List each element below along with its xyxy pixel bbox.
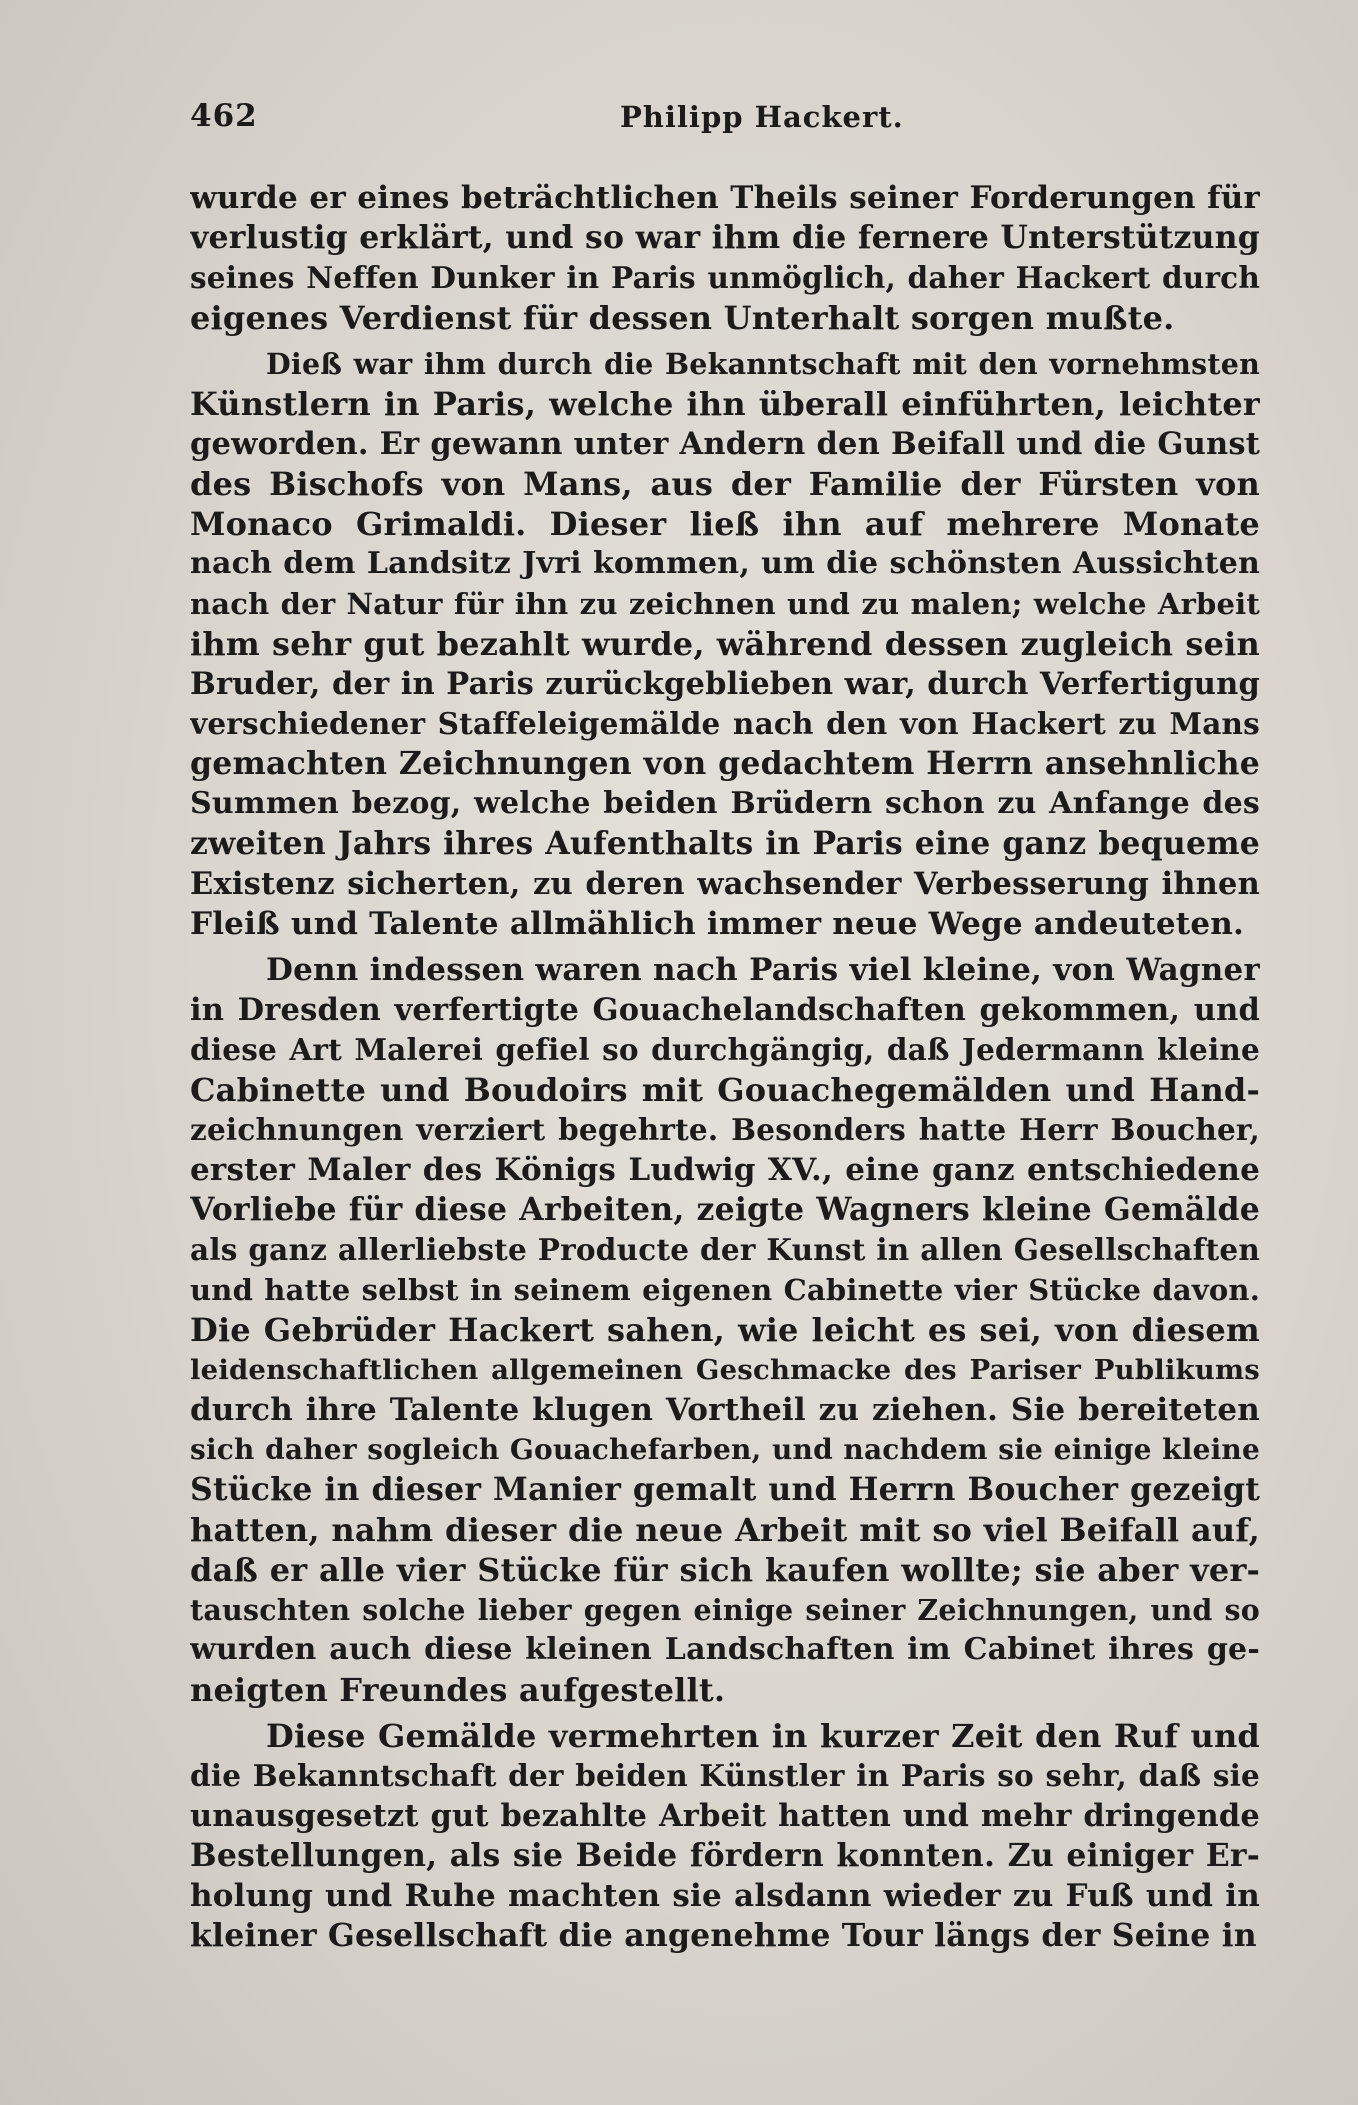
text-line: Denn indessen waren nach Paris viel kleine, von Wagner [266, 952, 1260, 988]
text-line: nach der Natur für ihn zu zeichnen und zu malen; welche Arbeit [190, 587, 1260, 621]
text-line: seines Neffen Dunker in Paris unmöglich, daher Hackert durch [190, 260, 1260, 295]
text-line: nach dem Landsitz Jvri kommen, um die schönsten Aussichten [190, 546, 1260, 581]
text-line: unausgesetzt gut bezahlte Arbeit hatten und mehr dringende [190, 1798, 1260, 1834]
text-line: sich daher sogleich Gouachefarben, und nachdem sie einige kleine [190, 1433, 1260, 1466]
text-line: Summen bezog, welche beiden Brüdern schon zu Anfange des [190, 786, 1260, 821]
text-line: wurden auch diese kleinen Landschaften im Cabinet ihres ge- [190, 1632, 1260, 1667]
paragraph [190, 950, 1260, 1710]
text-line: holung und Ruhe machten sie alsdann wieder zu Fuß und in [190, 1878, 1260, 1914]
text-line: Die Gebrüder Hackert sahen, wie leicht es sei, von diesem [190, 1311, 1260, 1349]
text-line: leidenschaftlichen allgemeinen Geschmacke des Pariser Publikums [190, 1354, 1260, 1386]
text-line: in Dresden verfertigte Gouachelandschaften gekommen, und [190, 992, 1260, 1028]
text-line: verschiedener Staffeleigemälde nach den von Hackert zu Mans [190, 706, 1260, 741]
text-line: hatten, nahm dieser die neue Arbeit mit so viel Beifall auf, [190, 1511, 1260, 1549]
text-line: verlustig erklärt, und so war ihm die fernere Unterstützung [190, 219, 1260, 256]
text-line: geworden. Er gewann unter Andern den Beifall und die Gunst [190, 426, 1260, 462]
page-header [190, 98, 1260, 138]
text-line: eigenes Verdienst für dessen Unterhalt sorgen mußte. [190, 299, 1175, 337]
text-line: durch ihre Talente klugen Vortheil zu ziehen. Sie bereiteten [190, 1392, 1260, 1428]
running-head: Philipp Hackert. [620, 100, 904, 134]
paragraph [190, 178, 1260, 338]
text-line: als ganz allerliebste Producte der Kunst in allen Gesellschaften [190, 1232, 1260, 1267]
text-line: Existenz sicherten, zu deren wachsender Verbesserung ihnen [190, 866, 1260, 902]
text-line: zeichnungen verziert begehrte. Besonders hatte Herr Boucher, [190, 1112, 1260, 1147]
paragraph [190, 1716, 1260, 1956]
text-line: und hatte selbst in seinem eigenen Cabinette vier Stücke davon. [190, 1273, 1260, 1307]
body-text [190, 178, 1260, 1962]
text-line: Monaco Grimaldi. Dieser ließ ihn auf mehrere Monate [190, 505, 1260, 543]
text-line: zweiten Jahrs ihres Aufenthalts in Paris eine ganz bequeme [190, 825, 1260, 862]
text-line: ihm sehr gut bezahlt wurde, während dessen zugleich sein [190, 625, 1260, 663]
paragraph [190, 344, 1260, 944]
text-line: die Bekanntschaft der beiden Künstler in Paris so sehr, daß sie [190, 1758, 1260, 1793]
text-line: Diese Gemälde vermehrten in kurzer Zeit den Ruf und [266, 1717, 1260, 1755]
text-line: neigten Freundes aufgestellt. [190, 1671, 726, 1709]
text-line: kleiner Gesellschaft die angenehme Tour längs der Seine in [190, 1917, 1257, 1954]
text-line: wurde er eines beträchtlichen Theils seiner Forderungen für [190, 180, 1260, 216]
text-line: Vorliebe für diese Arbeiten, zeigte Wagners kleine Gemälde [190, 1191, 1260, 1228]
text-line: daß er alle vier Stücke für sich kaufen wollte; sie aber ver- [190, 1551, 1260, 1589]
text-line: erster Maler des Königs Ludwig XV., eine ganz entschiedene [190, 1152, 1260, 1188]
text-line: Künstlern in Paris, welche ihn überall einführten, leichter [190, 385, 1260, 423]
text-line: Stücke in dieser Manier gemalt und Herrn Boucher gezeigt [190, 1471, 1260, 1508]
text-line: Fleiß und Talente allmählich immer neue Wege andeuteten. [190, 906, 1244, 942]
text-line: Dieß war ihm durch die Bekanntschaft mit den vornehmsten [266, 347, 1260, 381]
text-line: gemachten Zeichnungen von gedachtem Herrn ansehnliche [190, 745, 1260, 782]
text-line: tauschten solche lieber gegen einige seiner Zeichnungen, und so [190, 1593, 1260, 1627]
text-line: Cabinette und Boudoirs mit Gouachegemälden und Hand- [190, 1071, 1260, 1109]
page-number: 462 [190, 98, 258, 134]
text-line: Bestellungen, als sie Beide fördern konnten. Zu einiger Er- [190, 1837, 1260, 1874]
text-line: Bruder, der in Paris zurückgeblieben war, durch Verfertigung [190, 666, 1260, 702]
text-line: des Bischofs von Mans, aus der Familie der Fürsten von [190, 465, 1260, 503]
text-line: diese Art Malerei gefiel so durchgängig, daß Jedermann kleine [190, 1032, 1260, 1067]
